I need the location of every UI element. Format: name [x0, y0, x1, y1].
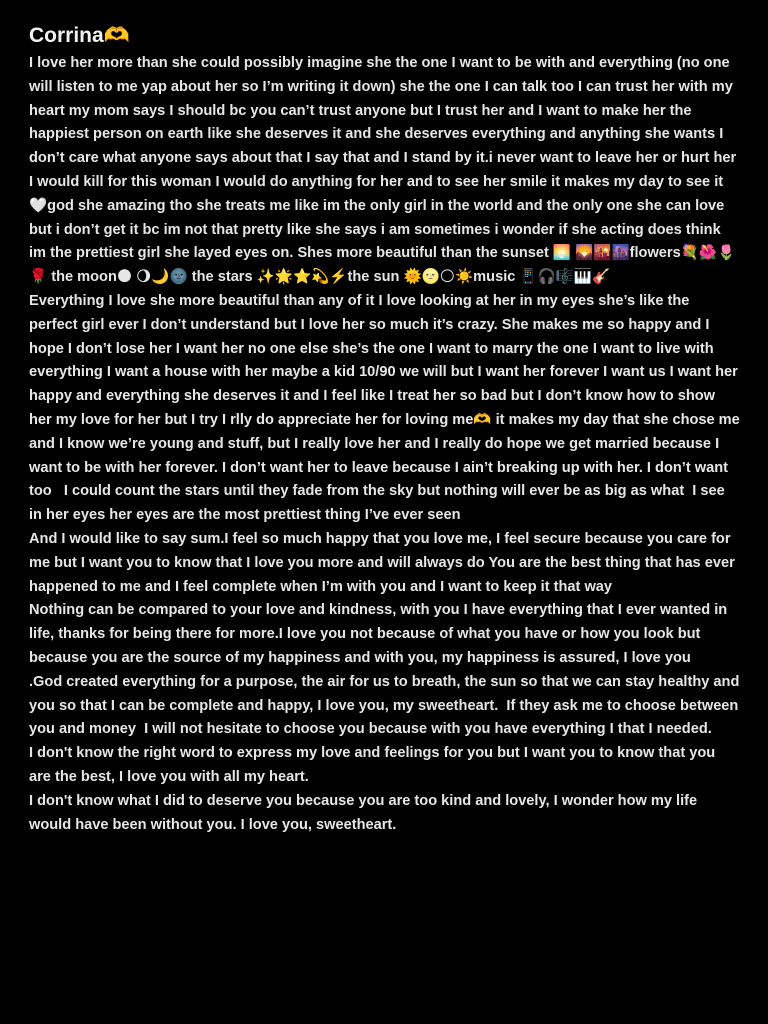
- note-paragraph-7[interactable]: I don't know what I did to deserve you because you are too kind and lovely, I wonder how my life would have been without you. I love you, sweetheart.: [29, 792, 702, 833]
- note-paragraph-2[interactable]: Everything I love she more beautiful than any of it I love looking at her in my eyes she’s like the perfect girl ever I don’t understand but I love her so much it’s crazy. She makes me so happy and I hope I don’t lose her I want her no one else she’s the one I want to marry the one I want to live with everything I want a house with her maybe a kid 10/90 we will but I want her forever I want us I want her happy and everything she deserves it and I feel like I treat her so bad but I don’t know how to show her my love for her but I try I rlly do appreciate her for loving me🫶 it makes my day that she chose me and I know we’re young and stuff, but I really love her and I really do hope we get married because I want to be with her forever. I don’t want her to leave because I ain’t breaking up with her. I don’t want too I could count the stars until they fade from the sky but nothing will ever be as big as what I see in her eyes her eyes are the most prettiest thing I’ve ever seen: [29, 292, 744, 524]
- note-paragraph-1[interactable]: I love her more than she could possibly imagine she the one I want to be with and everything (no one will listen to me yap about her so I’m writing it down) she the one I can talk too I can trust her with my heart my mom says I should bc you can’t trust anyone but I trust her and I want to make her the happiest person on earth like she deserves it and she deserves everything and anything she wants I don’t care what anyone says about that I say that and I stand by it.i never want to leave her or hurt her I would kill for this woman I would do anything for her and to see her smile it makes my day to see it🤍god she amazing tho she treats me like im the only girl in the world and the only one she can love but i don’t get it bc im not that pretty like she says i am sometimes i wonder if she acting does think im the prettiest girl she layed eyes on. Shes more beautiful than the sunset 🌅 🌄🌇🌆flowers💐🌺🌷🌹 the moon🌑 🌖🌙🌚 the stars ✨🌟⭐️💫⚡️the sun 🌞🌝🌕☀️music 📱🎧🎼🎹🎸: [29, 55, 741, 286]
- note-paragraph-3[interactable]: And I would like to say sum.I feel so much happy that you love me, I feel secure because you care for me but I want you to know that I love you more and will always do You are the best thing that has ever happened to me and I feel complete when I’m with you and I want to keep it that way: [29, 530, 739, 595]
- note-paragraph-4[interactable]: Nothing can be compared to your love and kindness, with you I have everything that I ever wanted in life, thanks for being there for more.I love you not because of what you have or how you look but because you are the source of my happiness and with you, my happiness is assured, I love you: [29, 602, 732, 666]
- note-paragraph-5[interactable]: .God created everything for a purpose, the air for us to breath, the sun so that we can stay healthy and you so that I can be complete and happy, I love you, my sweetheart. If they ask me to choose between you and money I will not hesitate to choose you because with you have everything I that I needed.: [29, 673, 744, 738]
- note-paragraph-6[interactable]: I don't know the right word to express my love and feelings for you but I want you to know that you are the best, I love you with all my heart.: [29, 745, 720, 785]
- note-title[interactable]: Corrina🫶: [29, 24, 130, 47]
- note-body[interactable]: [29, 52, 744, 837]
- note-view[interactable]: [29, 22, 744, 837]
